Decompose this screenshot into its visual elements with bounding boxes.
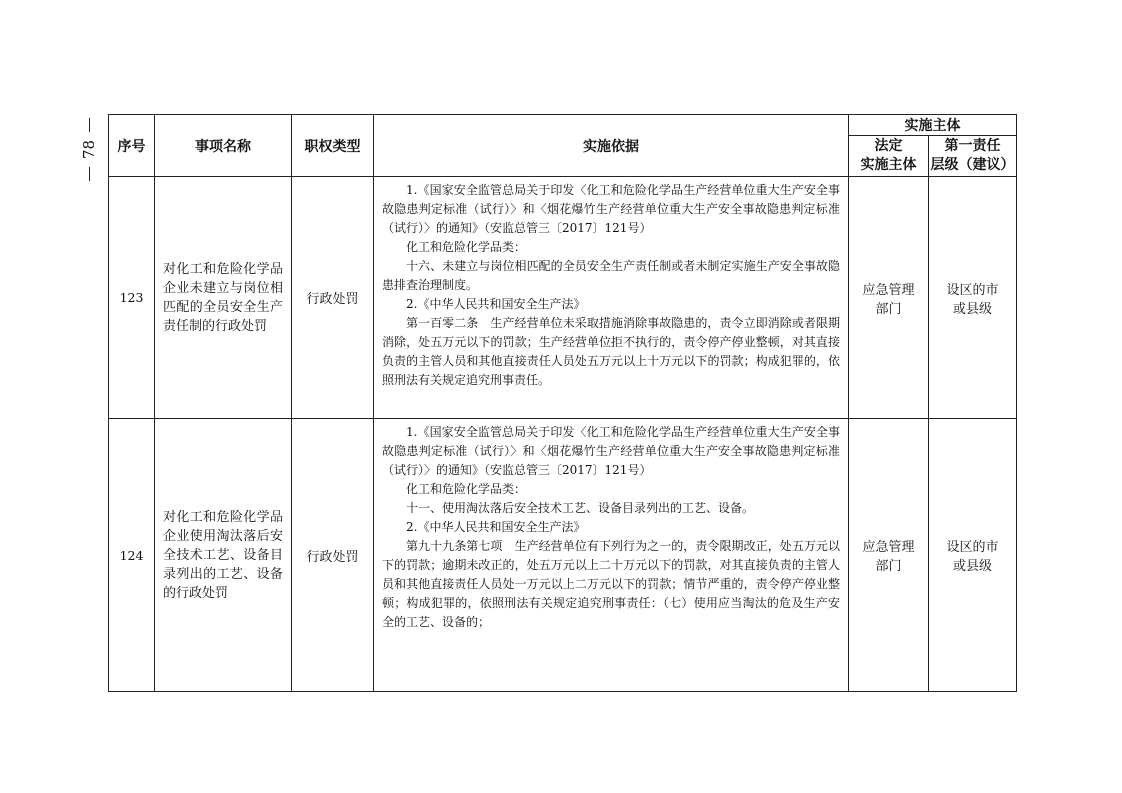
row-item-name: 对化工和危险化学品企业未建立与岗位相匹配的全员安全生产责任制的行政处罚 xyxy=(155,177,292,419)
row-legal-subject: 应急管理部门 xyxy=(849,177,929,419)
header-authority-type: 职权类型 xyxy=(292,115,374,177)
basis-paragraph: 化工和危险化学品类： xyxy=(406,240,527,254)
basis-paragraph: 2.《中华人民共和国安全生产法》 xyxy=(406,297,586,311)
header-row-top xyxy=(109,115,1017,136)
basis-paragraph: 化工和危险化学品类： xyxy=(406,482,527,496)
table-row xyxy=(109,419,1017,692)
basis-paragraph: 第一百零二条 生产经营单位未采取措施消除事故隐患的，责令立即消除或者限期消除，处五万元以下的罚款；生产经营单位拒不执行的，责令停产停业整顿，对其直接负责的主管人员和其他直接责任人员处五万元以上十万元以下的罚款；构成犯罪的，依照刑法有关规定追究刑事责任。 xyxy=(382,316,840,387)
authority-table xyxy=(108,114,1017,692)
basis-paragraph: 2.《中华人民共和国安全生产法》 xyxy=(406,520,586,534)
basis-paragraph: 第九十九条第七项 生产经营单位有下列行为之一的，责令限期改正，处五万元以下的罚款；逾期未改正的，处五万元以上二十万元以下的罚款，对其直接负责的主管人员和其他直接责任人员处一万元以上二万元以下的罚款；情节严重的，责令停产停业整顿；构成犯罪的，依照刑法有关规定追究刑事责任：（七）使用应当淘汰的危及生产安全的工艺、设备的； xyxy=(382,539,840,629)
header-legal-subject: 法定 实施主体 xyxy=(849,136,929,177)
row-authority-type: 行政处罚 xyxy=(292,177,374,419)
basis-paragraph: 1.《国家安全监管总局关于印发〈化工和危险化学品生产经营单位重大生产安全事故隐患判定标准（试行）〉和〈烟花爆竹生产经营单位重大生产安全事故隐患判定标准（试行）〉的通知》（安监总管三〔2017〕121号） xyxy=(382,425,840,477)
header-item-name: 事项名称 xyxy=(155,115,292,177)
row-seq: 124 xyxy=(109,419,155,692)
row-basis xyxy=(374,177,849,419)
row-basis xyxy=(374,419,849,692)
basis-paragraph: 十一、使用淘汰落后安全技术工艺、设备目录列出的工艺、设备。 xyxy=(406,501,755,515)
header-first-responsible: 第一责任 层级（建议） xyxy=(929,136,1017,177)
row-authority-type: 行政处罚 xyxy=(292,419,374,692)
page-number-dash-top xyxy=(89,118,90,132)
row-item-name: 对化工和危险化学品企业使用淘汰落后安全技术工艺、设备目录列出的工艺、设备的行政处罚 xyxy=(155,419,292,692)
basis-paragraph: 1.《国家安全监管总局关于印发〈化工和危险化学品生产经营单位重大生产安全事故隐患判定标准（试行）〉和〈烟花爆竹生产经营单位重大生产安全事故隐患判定标准（试行）〉的通知》（安监总管三〔2017〕121号） xyxy=(382,183,840,235)
row-first-responsible: 设区的市或县级 xyxy=(929,177,1017,419)
header-seq: 序号 xyxy=(109,115,155,177)
row-legal-subject: 应急管理部门 xyxy=(849,419,929,692)
row-first-responsible: 设区的市或县级 xyxy=(929,419,1017,692)
basis-paragraph: 十六、未建立与岗位相匹配的全员安全生产责任制或者未制定实施生产安全事故隐患排查治理制度。 xyxy=(382,259,840,292)
header-basis: 实施依据 xyxy=(374,115,849,177)
page-number-dash-bottom xyxy=(89,167,90,181)
table-row xyxy=(109,177,1017,419)
page-number xyxy=(78,118,100,208)
header-implementing-subject: 实施主体 xyxy=(849,115,1017,136)
page-number-text: 78 xyxy=(79,140,98,160)
row-seq: 123 xyxy=(109,177,155,419)
